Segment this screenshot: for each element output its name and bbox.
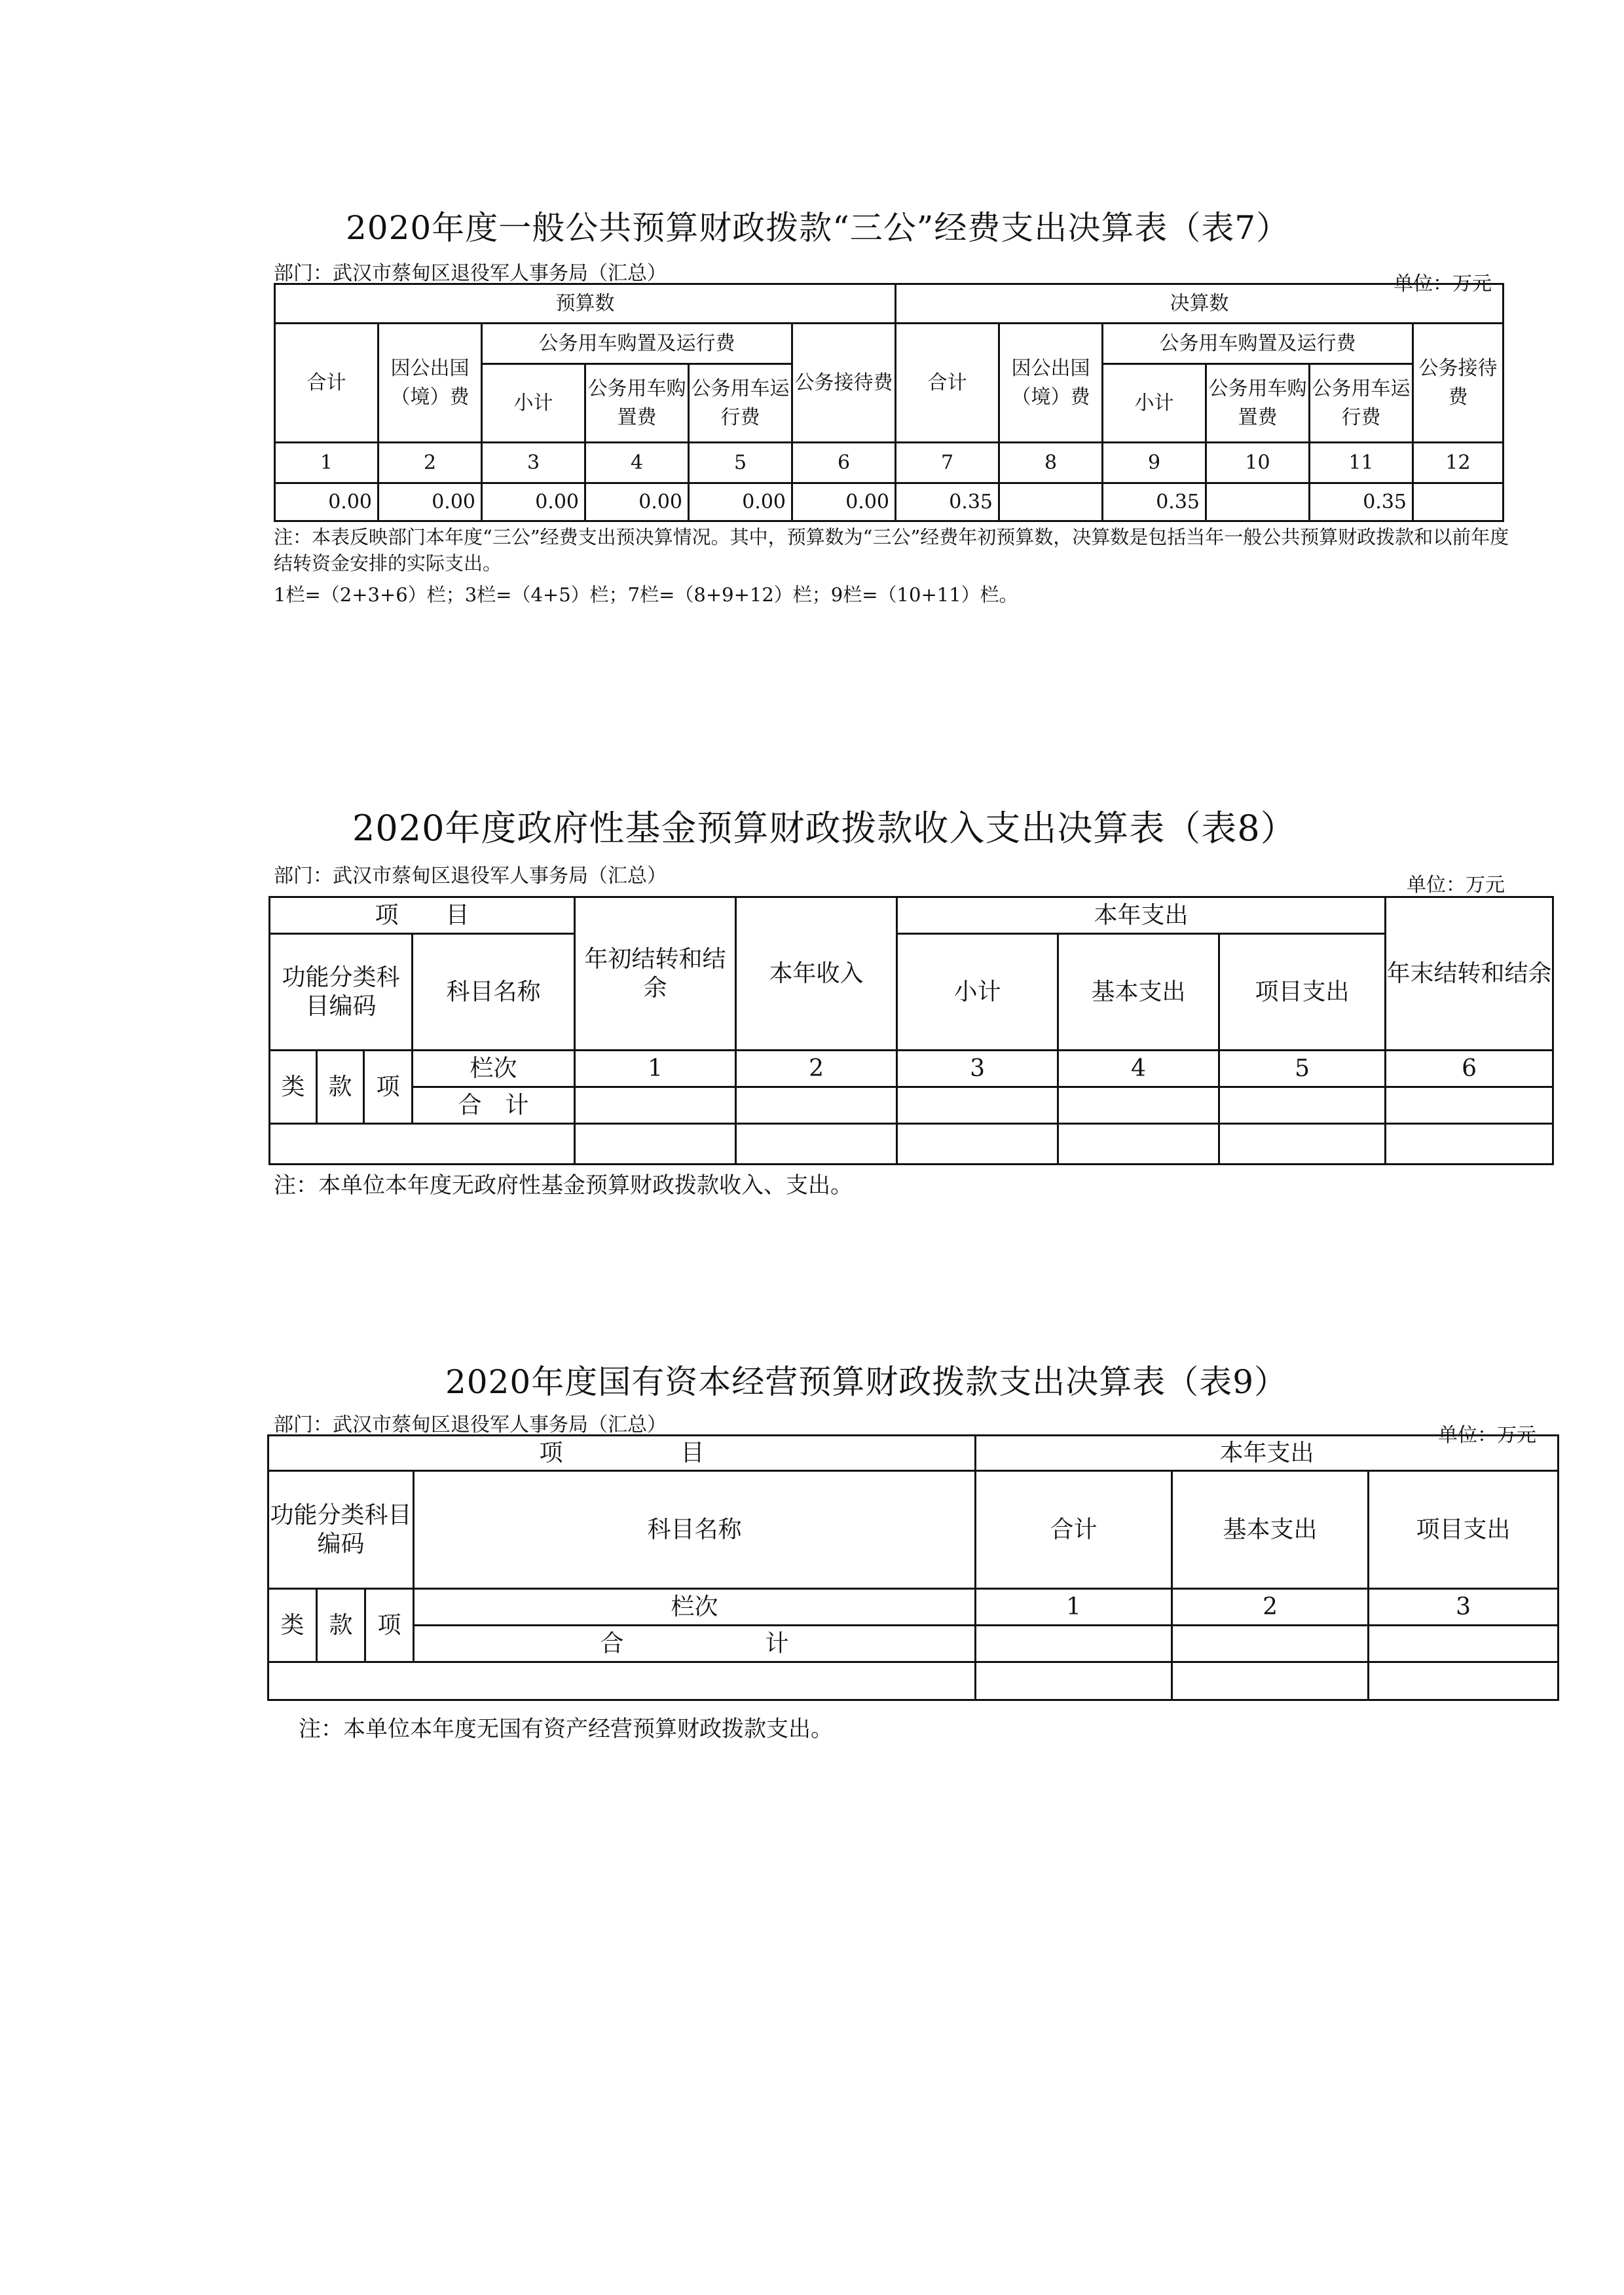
t9-project: 项目支出 — [1369, 1471, 1559, 1589]
t7-colnum: 8 — [999, 443, 1103, 483]
t8-cell — [897, 1124, 1058, 1165]
t7-final-header: 决算数 — [896, 284, 1504, 324]
t7-final-vehicle-run: 公务用车运行费 — [1310, 364, 1413, 443]
t7-colnum: 9 — [1103, 443, 1206, 483]
t7-colnum: 6 — [792, 443, 896, 483]
t8-xiang: 项 — [364, 1051, 413, 1124]
t7-colnum: 3 — [482, 443, 585, 483]
t7-budget-vehicle-buy: 公务用车购置费 — [585, 364, 689, 443]
t7-value: 0.00 — [792, 483, 896, 521]
t9-colnum: 1 — [976, 1589, 1172, 1626]
t8-project: 项目支出 — [1219, 934, 1386, 1051]
t8-cell — [1219, 1124, 1386, 1165]
t8-colnum: 4 — [1058, 1051, 1219, 1087]
t9-cell — [1369, 1662, 1559, 1700]
table8-title: 2020年度政府性基金预算财政拨款收入支出决算表（表8） — [352, 808, 1297, 849]
t9-colnum: 3 — [1369, 1589, 1559, 1626]
t7-final-vehicle: 公务用车购置及运行费 — [1103, 324, 1413, 364]
t8-cell — [575, 1087, 736, 1124]
t9-lei: 类 — [268, 1589, 317, 1662]
t8-cell — [736, 1124, 897, 1165]
t8-colnum: 5 — [1219, 1051, 1386, 1087]
t7-final-abroad: 因公出国（境）费 — [999, 324, 1103, 443]
table8 — [268, 896, 1554, 1165]
t9-cell — [976, 1662, 1172, 1700]
t8-lei: 类 — [270, 1051, 317, 1124]
t7-budget-reception: 公务接待费 — [792, 324, 896, 443]
t7-value: 0.00 — [689, 483, 792, 521]
t9-item-header: 项 目 — [268, 1436, 976, 1471]
table7-title: 2020年度一般公共预算财政拨款“三公”经费支出决算表（表7） — [346, 209, 1290, 247]
table9-title: 2020年度国有资本经营预算财政拨款支出决算表（表9） — [445, 1363, 1288, 1401]
t8-colnum: 1 — [575, 1051, 736, 1087]
table7-dept: 部门：武汉市蔡甸区退役军人事务局（汇总） — [274, 262, 667, 285]
t9-empty-row — [268, 1662, 976, 1700]
t8-row-col: 栏次 — [413, 1051, 575, 1087]
table9-dept: 部门：武汉市蔡甸区退役军人事务局（汇总） — [274, 1413, 667, 1436]
t9-basic: 基本支出 — [1172, 1471, 1369, 1589]
t9-cell — [1172, 1662, 1369, 1700]
t7-final-subtotal: 小计 — [1103, 364, 1206, 443]
t7-value: 0.35 — [896, 483, 999, 521]
t7-budget-abroad: 因公出国（境）费 — [378, 324, 482, 443]
t7-colnum: 7 — [896, 443, 999, 483]
table9-note: 注：本单位本年度无国有资产经营预算财政拨款支出。 — [299, 1716, 833, 1742]
table8-unit: 单位：万元 — [1407, 874, 1505, 897]
t7-value — [1206, 483, 1310, 521]
t8-cell — [736, 1087, 897, 1124]
t9-cell — [1172, 1626, 1369, 1662]
t7-colnum: 4 — [585, 443, 689, 483]
t7-value — [1413, 483, 1504, 521]
t8-cell — [1386, 1087, 1553, 1124]
t8-kuan: 款 — [317, 1051, 364, 1124]
table7-formula: 1栏=（2+3+6）栏；3栏=（4+5）栏；7栏=（8+9+12）栏；9栏=（10+11）栏。 — [274, 584, 1018, 606]
table7 — [274, 283, 1504, 522]
table9-unit: 单位：万元 — [1438, 1424, 1536, 1447]
t8-begin-balance: 年初结转和结余 — [575, 897, 736, 1051]
t8-item-header: 项 目 — [270, 897, 575, 934]
t7-budget-header: 预算数 — [275, 284, 896, 324]
t8-expense: 本年支出 — [897, 897, 1386, 934]
t9-cell — [1369, 1626, 1559, 1662]
table8-note: 注：本单位本年度无政府性基金预算财政拨款收入、支出。 — [274, 1172, 853, 1199]
t9-colnum: 2 — [1172, 1589, 1369, 1626]
t9-total-col: 合计 — [976, 1471, 1172, 1589]
t8-subject-name: 科目名称 — [413, 934, 575, 1051]
t7-value: 0.35 — [1103, 483, 1206, 521]
t8-colnum: 3 — [897, 1051, 1058, 1087]
t7-value: 0.00 — [482, 483, 585, 521]
t7-colnum: 11 — [1310, 443, 1413, 483]
t8-cell — [1386, 1124, 1553, 1165]
table7-note: 注：本表反映部门本年度“三公”经费支出预决算情况。其中，预算数为“三公”经费年初预算数，决算数是包括当年一般公共预算财政拨款和以前年度结转资金安排的实际支出。 — [274, 526, 1509, 574]
t7-final-vehicle-buy: 公务用车购置费 — [1206, 364, 1310, 443]
t7-value: 0.00 — [585, 483, 689, 521]
t9-subject-name: 科目名称 — [414, 1471, 976, 1589]
t7-value: 0.00 — [275, 483, 378, 521]
t8-basic: 基本支出 — [1058, 934, 1219, 1051]
t9-func-code: 功能分类科目编码 — [268, 1471, 414, 1589]
table9 — [267, 1434, 1559, 1701]
t7-colnum: 1 — [275, 443, 378, 483]
t7-budget-vehicle: 公务用车购置及运行费 — [482, 324, 792, 364]
t8-colnum: 2 — [736, 1051, 897, 1087]
t8-colnum: 6 — [1386, 1051, 1553, 1087]
t7-colnum: 10 — [1206, 443, 1310, 483]
t7-value — [999, 483, 1103, 521]
t8-end-balance: 年末结转和结余 — [1386, 897, 1553, 1051]
t7-colnum: 5 — [689, 443, 792, 483]
t7-budget-total: 合计 — [275, 324, 378, 443]
t7-value: 0.00 — [378, 483, 482, 521]
t8-cell — [897, 1087, 1058, 1124]
t8-cell — [1058, 1124, 1219, 1165]
t7-budget-subtotal: 小计 — [482, 364, 585, 443]
t9-total-label: 合 计 — [414, 1626, 976, 1662]
t9-kuan: 款 — [317, 1589, 365, 1662]
t8-total-label: 合 计 — [413, 1087, 575, 1124]
t7-final-reception: 公务接待费 — [1413, 324, 1504, 443]
t7-colnum: 12 — [1413, 443, 1504, 483]
t7-final-total: 合计 — [896, 324, 999, 443]
t8-empty-row — [270, 1124, 575, 1165]
t9-row-col: 栏次 — [414, 1589, 976, 1626]
t8-cell — [1219, 1087, 1386, 1124]
t7-colnum: 2 — [378, 443, 482, 483]
t8-func-code: 功能分类科目编码 — [270, 934, 413, 1051]
table8-dept: 部门：武汉市蔡甸区退役军人事务局（汇总） — [274, 865, 667, 887]
t7-budget-vehicle-run: 公务用车运行费 — [689, 364, 792, 443]
table7-unit: 单位：万元 — [1393, 272, 1492, 295]
t8-income: 本年收入 — [736, 897, 897, 1051]
t9-cell — [976, 1626, 1172, 1662]
t7-value: 0.35 — [1310, 483, 1413, 521]
t8-cell — [575, 1124, 736, 1165]
t8-cell — [1058, 1087, 1219, 1124]
t8-subtotal: 小计 — [897, 934, 1058, 1051]
t9-xiang: 项 — [365, 1589, 414, 1662]
t9-expense: 本年支出 — [976, 1436, 1559, 1471]
